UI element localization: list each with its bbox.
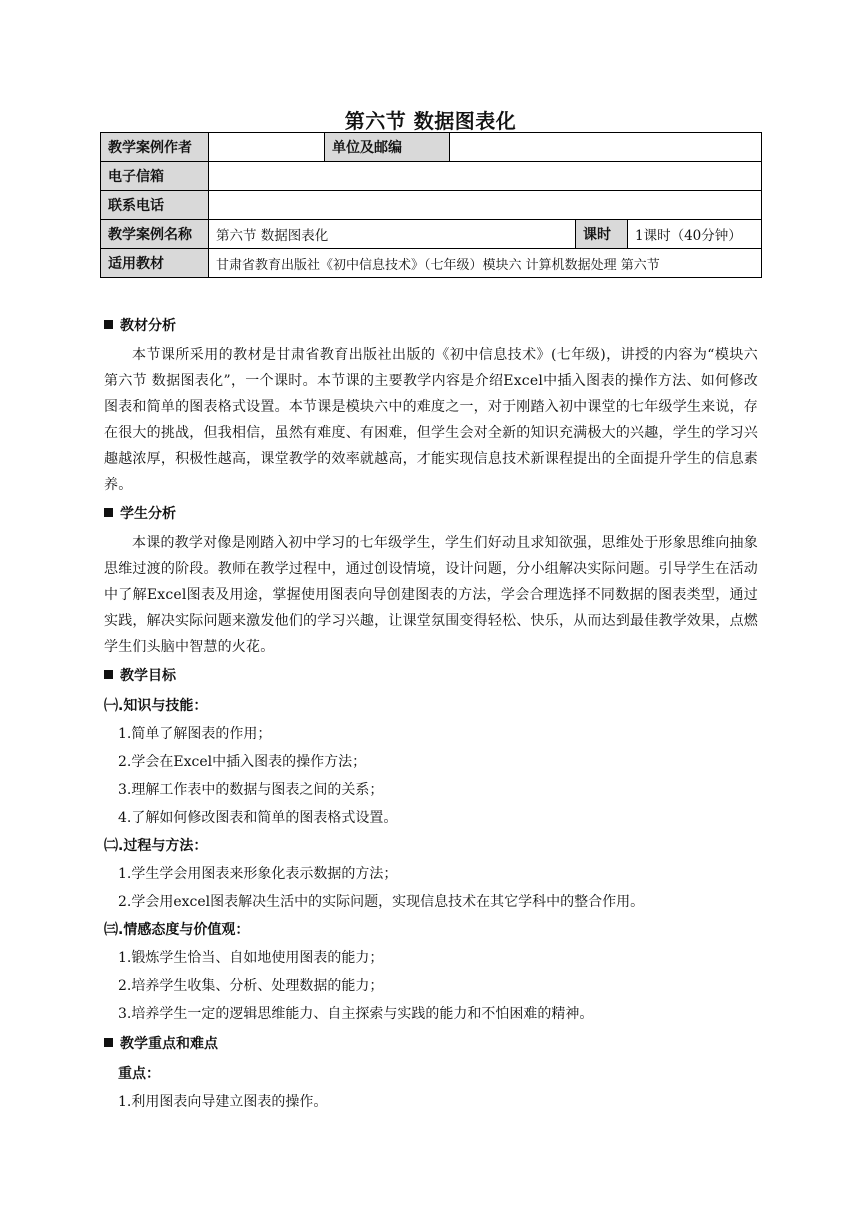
phone-label: 联系电话 [101, 191, 209, 220]
info-row-case [101, 220, 762, 249]
case-value: 第六节 数据图表化 [209, 220, 576, 249]
list-item: 2.培养学生收集、分析、处理数据的能力； [118, 978, 384, 994]
focus-label: 重点： [118, 1066, 160, 1082]
textbook-label: 适用教材 [101, 249, 209, 278]
list-item: 3.培养学生一定的逻辑思维能力、自主探索与实践的能力和不怕困难的精神。 [118, 1006, 594, 1022]
list-item: 1.利用图表向导建立图表的操作。 [118, 1094, 328, 1110]
info-row-email [101, 162, 762, 191]
unit-value [450, 133, 762, 162]
section-heading-students: 学生分析 [104, 498, 758, 530]
section-heading-material: 教材分析 [104, 310, 758, 342]
list-item: 2.学会在Excel中插入图表的操作方法； [118, 754, 367, 770]
email-value [209, 162, 762, 191]
info-table [100, 132, 762, 278]
period-label: 课时 [576, 220, 628, 249]
unit-label: 单位及邮编 [325, 133, 450, 162]
students-paragraph: 本课的教学对像是刚踏入初中学习的七年级学生，学生们好动且求知欲强，思维处于形象思维向抽象思维过渡的阶段。教师在教学过程中，通过创设情境，设计问题，分小组解决实际问题。引导学生在活动中了解Excel图表及用途，掌握使用图表向导创建图表的方法，学会合理选择不同数据的图表类型，通过实践，解决实际问题来激发他们的学习兴趣，让课堂氛围变得轻松、快乐，从而达到最佳教学效果，点燃学生们头脑中智慧的火花。 [104, 535, 758, 655]
textbook-value: 甘肃省教育出版社《初中信息技术》（七年级）模块六 计算机数据处理 第六节 [209, 249, 762, 278]
list-item: 1.简单了解图表的作用； [118, 726, 272, 742]
info-row-textbook [101, 249, 762, 278]
list-item: 1.锻炼学生恰当、自如地使用图表的能力； [118, 950, 384, 966]
list-item: 1.学生学会用图表来形象化表示数据的方法； [118, 866, 398, 882]
email-label: 电子信箱 [101, 162, 209, 191]
period-value: 1课时（40分钟） [628, 220, 762, 249]
list-item: 2.学会用excel图表解决生活中的实际问题，实现信息技术在其它学科中的整合作用。 [118, 894, 645, 910]
square-bullet-icon [104, 670, 113, 679]
section-heading-keypoints: 教学重点和难点 [104, 1028, 758, 1060]
phone-value [209, 191, 762, 220]
author-value [209, 133, 325, 162]
square-bullet-icon [104, 508, 113, 517]
goal-emotion-title: ㈢.情感态度与价值观： [104, 922, 250, 938]
material-paragraph: 本节课所采用的教材是甘肃省教育出版社出版的《初中信息技术》(七年级)，讲授的内容为“模块六第六节 数据图表化”，一个课时。本节课的主要教学内容是介绍Excel中插入图表的操作方法、如何修改图表和简单的图表格式设置。本节课是模块六中的难度之一，对于刚踏入初中课堂的七年级学生来说，存在很大的挑战，但我相信，虽然有难度、有困难，但学生会对全新的知识充满极大的兴趣，学生的学习兴趣越浓厚，积极性越高，课堂教学的效率就越高，才能实现信息技术新课程提出的全面提升学生的信息素养。 [104, 347, 758, 493]
section-heading-goals: 教学目标 [104, 660, 758, 692]
info-row-phone [101, 191, 762, 220]
info-row-author [101, 133, 762, 162]
square-bullet-icon [104, 1038, 113, 1047]
goal-process-title: ㈡.过程与方法： [104, 838, 208, 854]
document-body [104, 310, 758, 1116]
author-label: 教学案例作者 [101, 133, 209, 162]
list-item: 3.理解工作表中的数据与图表之间的关系； [118, 782, 384, 798]
goal-knowledge-title: ㈠.知识与技能： [104, 698, 208, 714]
case-label: 教学案例名称 [101, 220, 209, 249]
page-title: 第六节 数据图表化 [344, 109, 517, 133]
square-bullet-icon [104, 320, 113, 329]
list-item: 4.了解如何修改图表和简单的图表格式设置。 [118, 810, 398, 826]
